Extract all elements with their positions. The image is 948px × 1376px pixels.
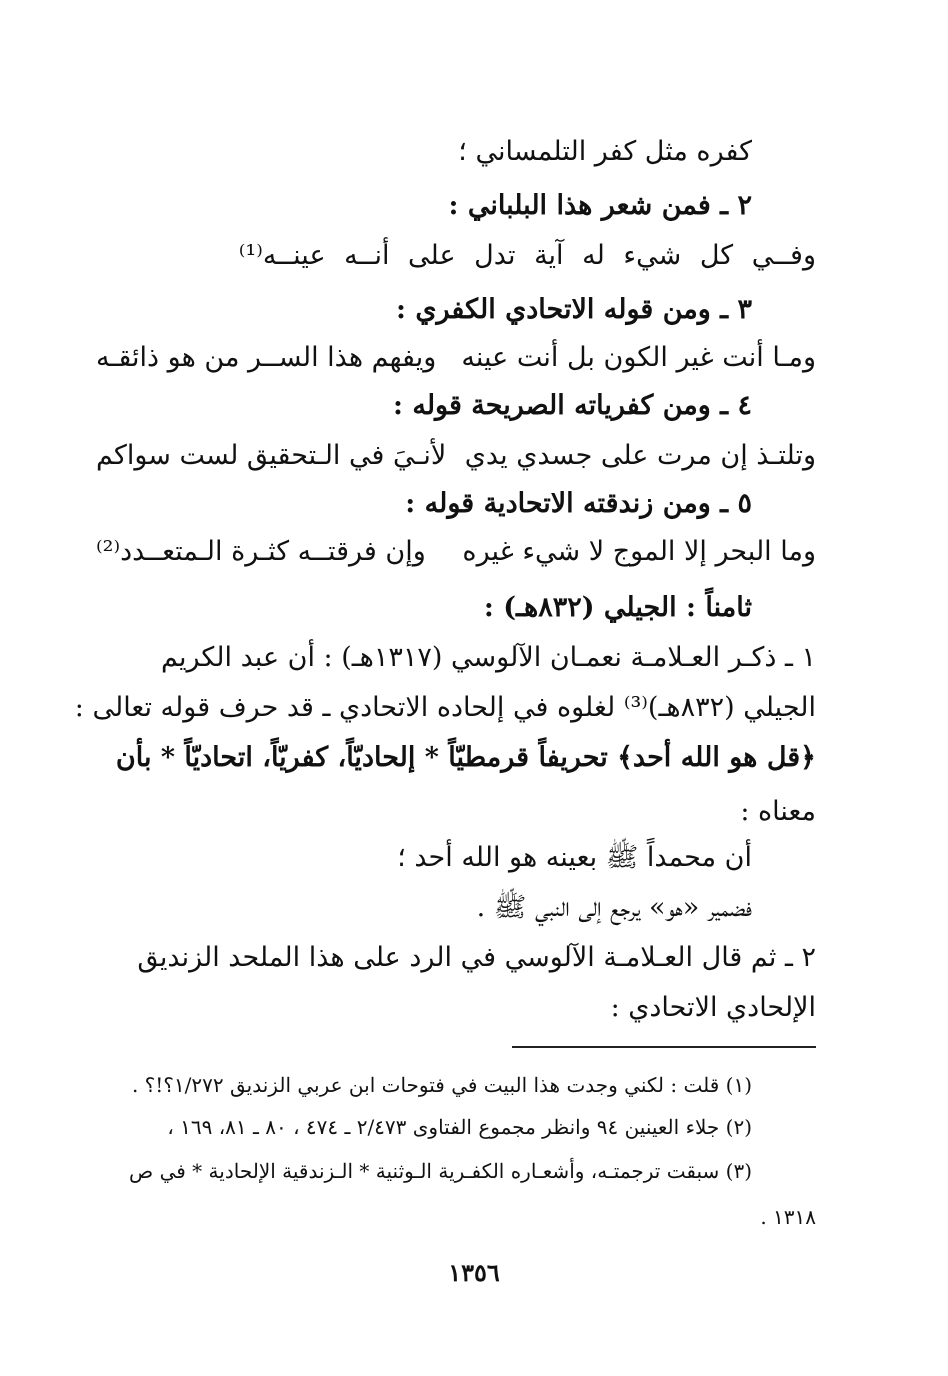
footnote: (٣) سبقت ترجمتـه، وأشعـاره الكفـرية الـوثنية * الـزندقية الإلحادية * في ص [129, 1159, 752, 1183]
footnote: (٢) جلاء العينين ٩٤ وانظر مجموع الفتاوى ٢/٤٧٣ ـ ٤٧٤ ، ٨٠ ـ ٨١، ١٦٩ ، [167, 1115, 752, 1139]
page-number: ١٣٥٦ [448, 1258, 500, 1287]
paragraph-line: الجيلي (٨٣٢هـ)⁽³⁾ لغلوه في إلحاده الاتحادي ـ قد حرف قوله تعالى : [74, 692, 816, 723]
verse-hemistich-right: وتلتـذ إن مرت على جسدي يدي [464, 440, 816, 471]
verse-line: وفــي كل شيء له آية تدل على أنــه عينــه⁽¹⁾ [238, 240, 816, 271]
footnote: ١٣١٨ . [760, 1205, 816, 1229]
verse-hemistich-right: وما البحر إلا الموج لا شيء غيره [462, 536, 816, 567]
paragraph-line: ﴿قل هو الله أحد﴾ تحريفاً قرمطيّاً * إلحاديّاً، كفريّاً، اتحاديّاً * بأن [115, 742, 816, 773]
section-heading: ثامناً : الجيلي (٨٣٢هـ) : [483, 592, 752, 623]
item-heading: ٢ ـ فمن شعر هذا البلباني : [448, 190, 752, 221]
item-heading: ٤ ـ ومن كفرياته الصريحة قوله : [392, 390, 752, 421]
footnote: (١) قلت : لكني وجدت هذا البيت في فتوحات ابن عربي الزنديق ١/٢٧٢؟!؟ . [131, 1073, 752, 1097]
paragraph-line: فضمير «هو» يرجع إلى النبي ﷺ . [476, 892, 752, 923]
paragraph-line: الإلحادي الاتحادي : [610, 992, 816, 1023]
footnote-separator [512, 1046, 816, 1048]
item-heading: ٣ ـ ومن قوله الاتحادي الكفري : [396, 294, 752, 325]
paragraph-line: ١ ـ ذكـر العـلامـة نعمـان الآلوسي (١٣١٧هـ) : أن عبد الكريم [161, 642, 816, 673]
verse-hemistich-left: لأنـيَ في الـتحقيق لست سواكم [96, 440, 447, 471]
item-heading: ٥ ـ ومن زندقته الاتحادية قوله : [405, 488, 752, 519]
paragraph-line: معناه : [740, 796, 816, 827]
paragraph-line: ٢ ـ ثم قال العـلامـة الآلوسي في الرد على هذا الملحد الزنديق [137, 942, 816, 973]
verse-hemistich-right: ومـا أنت غير الكون بل أنت عينه [461, 342, 816, 373]
paragraph-line: أن محمداً ﷺ بعينه هو الله أحد ؛ [397, 842, 752, 873]
verse-hemistich-left: وإن فرقتــه كثـرة الـمتعــدد⁽²⁾ [96, 536, 426, 567]
verse-hemistich-left: ويفهم هذا الســر من هو ذائقـه [96, 342, 437, 373]
text-line: كفره مثل كفر التلمساني ؛ [458, 136, 752, 167]
